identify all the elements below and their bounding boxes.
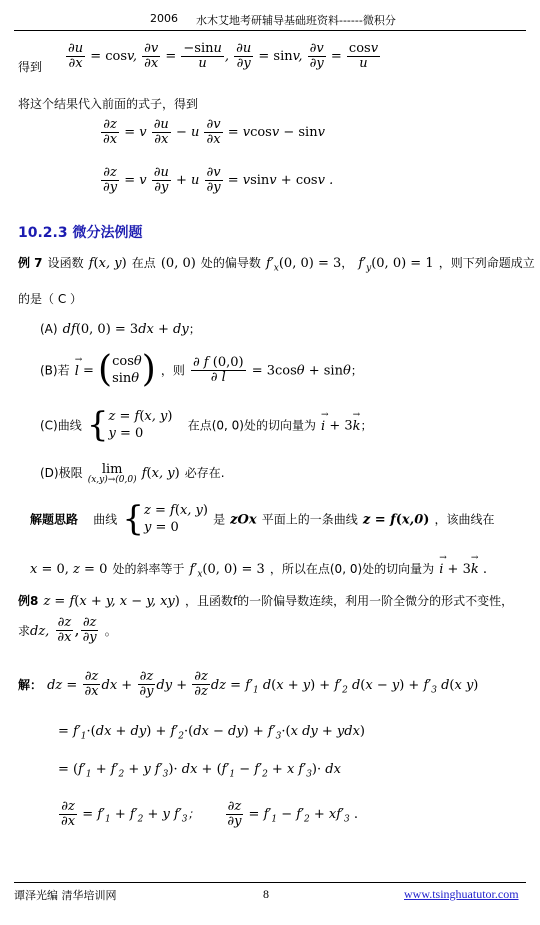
- option-a: (A) df(0, 0) = 3dx + dy；: [40, 322, 201, 337]
- equation-partials-uv: $\frac{\partial u}{\partial x}$ = cosv, $\frac{\partial v}{\partial x}$ = $\frac{-\sin u}{u}$ , $\frac{\partial u}{\partial y}$ = sinv, $\frac{\partial v}{\partial y}$ = $\frac{\cos v}{u}$: [68, 41, 379, 71]
- header-year: 2006: [150, 12, 178, 25]
- hint-text-f: ，所以在点(0, 0)处的切向量为: [269, 562, 435, 576]
- solution-line-3: = ($f'_1 + f'_2 + y$ $f'_3)\cdot$ dx + ($f'_1 - f'_2 + x$ $f'_3)\cdot$ dx: [58, 762, 341, 780]
- hint-text-d: ，该曲线在: [434, 512, 495, 527]
- got-label: 得到: [18, 60, 43, 74]
- hint-line-1: 解题思路 曲线 { z = f(x, y) y = 0 是 zOx 平面上的一条曲线 z = f(x,0) ，该曲线在: [30, 499, 495, 539]
- solution-line-1: 解： dz = $\frac{\partial z}{\partial x}$ dx + $\frac{\partial z}{\partial y}$ dy + $\frac{\partial z}{\partial z}$ dz = $f'_1$ $d(x + y) + f'_2$ $d(x - y) + f'_3$ d(x y): [18, 669, 479, 699]
- example-8-ask: 求dz, $\frac{\partial z}{\partial x}$ , $\frac{\partial z}{\partial y}$ 。: [18, 615, 117, 645]
- footer-url-link[interactable]: www.tsinghuatutor.com: [404, 887, 519, 901]
- hint-text-b: 是: [213, 512, 226, 527]
- example-8-end: 。: [104, 624, 117, 638]
- footer-page-number: 8: [263, 887, 269, 901]
- option-d-text: 必存在.: [184, 466, 225, 480]
- option-d: (D)极限 lim (x,y)→(0,0) f(x, y) 必存在.: [40, 462, 225, 485]
- hint-text-e: 处的斜率等于: [112, 562, 185, 576]
- example-8-ask-label: 求: [18, 624, 31, 638]
- option-b: (B)若 → l = ( cosθ sinθ ) ，则 $\frac{\partial f (0,0)}{\partial l}$ = 3cosθ + sinθ；: [40, 352, 363, 388]
- option-c: (C)曲线 { z = f(x, y) y = 0 在点(0, 0)处的切向量为 → i + 3→ k；: [40, 408, 373, 442]
- example-7-statement: 例 7 设函数 f(x, y) 在点 (0, 0) 处的偏导数 $f'_x(0$, 0) = 3， $f'_y(0$, 0) = 1 ，则下列命题成立: [18, 256, 535, 274]
- example-8-label: 例8: [18, 594, 39, 608]
- option-d-label: (D)极限: [40, 466, 83, 480]
- example-7-text-b: 在点: [131, 256, 156, 270]
- footer-divider: [14, 882, 526, 883]
- equation-dz-dx: $\frac{\partial z}{\partial x}$ = v $\frac{\partial u}{\partial x}$ − u $\frac{\partial v}{\partial x}$ = vcosv − sinv: [103, 117, 325, 147]
- example-8-text: ，且函数f的一阶偏导数连续，利用一阶全微分的形式不变性，: [184, 594, 514, 608]
- example-8-statement: 例8 z = f(x + y, x − y, xy) ，且函数f的一阶偏导数连续，利用一阶全微分的形式不变性，: [18, 594, 514, 609]
- section-heading: 10.2.3 微分法例题: [18, 225, 143, 241]
- hint-label: 解题思路: [30, 512, 79, 527]
- hint-text-c: 平面上的一条曲线: [261, 512, 358, 527]
- option-b-then: ，则: [160, 363, 185, 378]
- example-7-label: 例 7: [18, 256, 43, 270]
- hint-line-2: x = 0, z = 0 处的斜率等于 $f'_x(0$, 0) = 3 ，所以在点(0, 0)处的切向量为 → i + 3→ k .: [30, 558, 487, 580]
- option-c-label: (C)曲线: [40, 418, 82, 433]
- option-b-label: (B)若: [40, 363, 70, 378]
- example-7-text-d: ，则下列命题成立: [438, 256, 535, 270]
- equation-dz-dy: $\frac{\partial z}{\partial y}$ = v $\frac{\partial u}{\partial y}$ + u $\frac{\partial v}{\partial y}$ = vsinv + cosv .: [103, 165, 334, 195]
- substitute-text: 将这个结果代入前面的式子，得到: [18, 97, 199, 111]
- header-title: 水木艾地考研辅导基础班资料------微积分: [196, 14, 396, 27]
- header-divider: [14, 30, 526, 31]
- option-a-label: (A): [40, 322, 58, 336]
- hint-text-a: 曲线: [93, 512, 118, 527]
- example-7-text-a: 设函数: [47, 256, 84, 270]
- example-7-text-c: 处的偏导数: [200, 256, 261, 270]
- example-7-answer: 的是（ C ）: [18, 292, 83, 306]
- option-c-text: 在点(0, 0)处的切向量为: [187, 418, 316, 433]
- solution-line-4: $\frac{\partial z}{\partial x}$ = $f'_1 + f'_2 + y$ $f'_3$； $\frac{\partial z}{\partial y}$ = $f'_1 - f'_2 + xf'_3$ .: [61, 799, 359, 829]
- footer-author: 谭泽光编 清华培训网: [14, 889, 117, 902]
- solution-line-2: = $f'_1\cdot(dx + dy) + f'_2\cdot(dx - dy) + f'_3\cdot(x$ dy + ydx): [58, 724, 365, 742]
- solution-label: 解：: [18, 678, 43, 692]
